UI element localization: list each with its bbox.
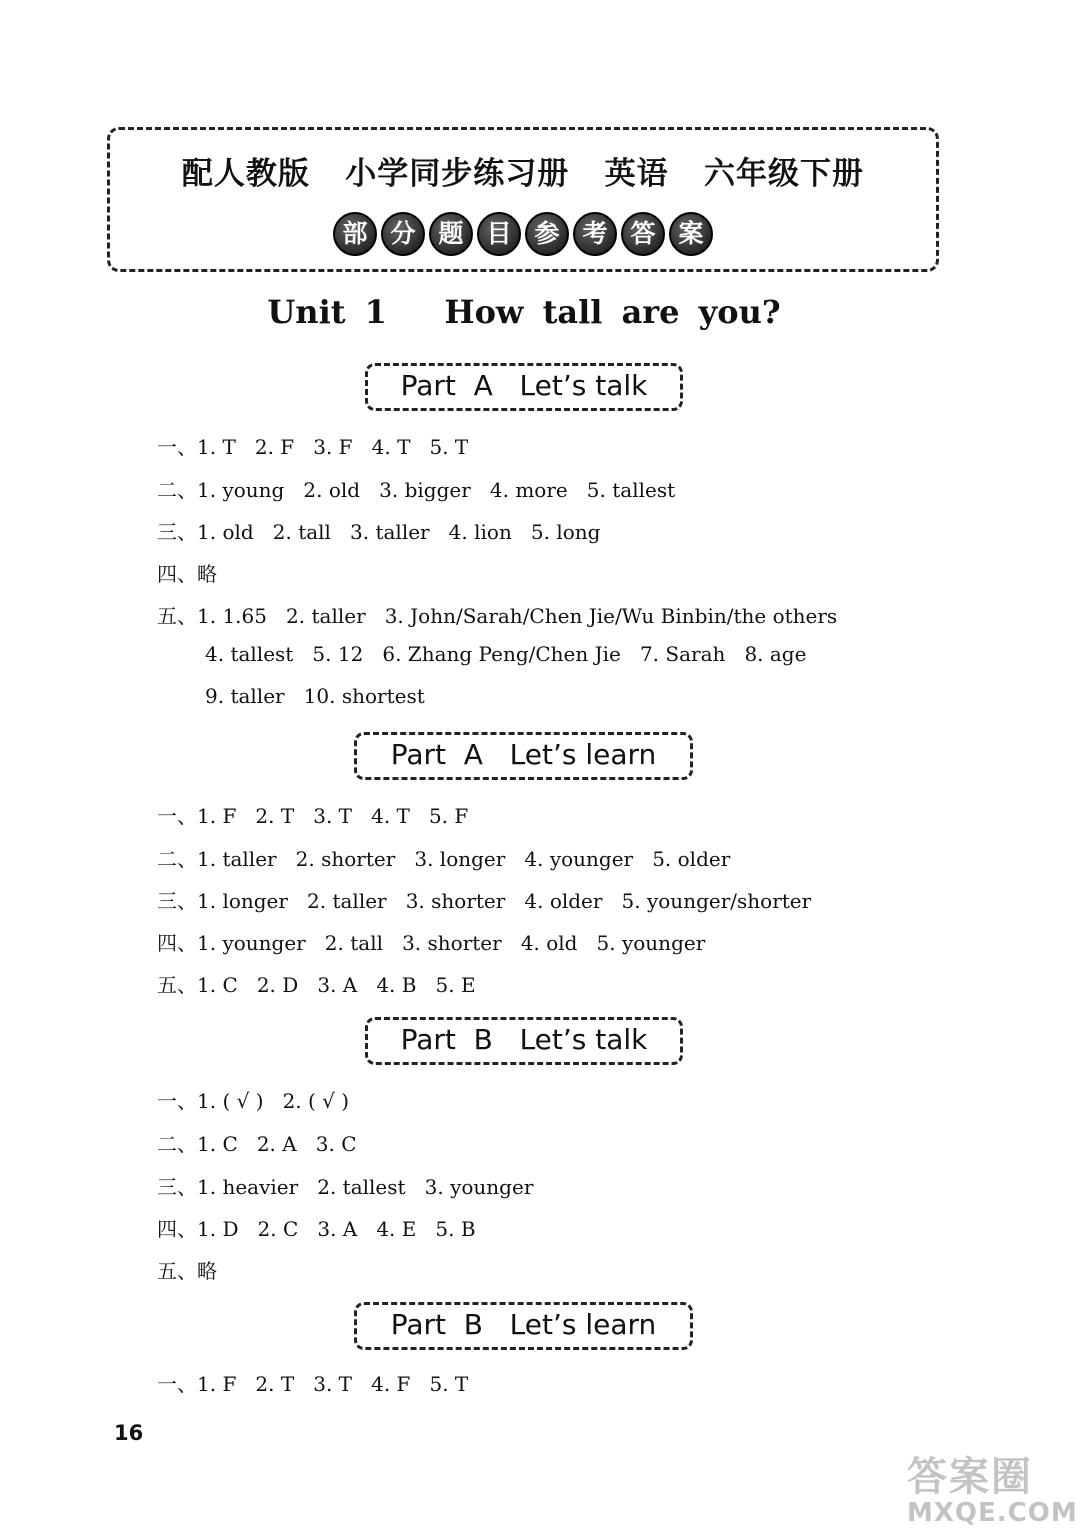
badge-char: 目	[477, 212, 521, 256]
answer-line: 9. taller 10. shortest	[205, 684, 425, 708]
answer-line: 二、1. C 2. A 3. C	[157, 1132, 357, 1156]
answer-line: 一、1. F 2. T 3. T 4. F 5. T	[157, 1372, 469, 1396]
answer-line: 一、1. F 2. T 3. T 4. T 5. F	[157, 804, 469, 828]
watermark-bottom: MXQE.COM	[907, 1498, 1078, 1528]
badge-char: 案	[669, 212, 713, 256]
section-heading-part-a-learn: Part A Let’s learn	[354, 732, 693, 780]
answer-line: 一、1. ( √ ) 2. ( √ )	[157, 1089, 350, 1113]
answer-line: 五、略	[157, 1259, 217, 1283]
book-title: 配人教版 小学同步练习册 英语 六年级下册	[181, 156, 865, 192]
answer-line: 二、1. taller 2. shorter 3. longer 4. younger 5. older	[157, 847, 731, 871]
answer-line: 四、1. D 2. C 3. A 4. E 5. B	[157, 1217, 476, 1241]
answer-line: 二、1. young 2. old 3. bigger 4. more 5. tallest	[157, 478, 676, 502]
badge-char: 分	[381, 212, 425, 256]
answer-line: 五、1. C 2. D 3. A 4. B 5. E	[157, 973, 476, 997]
answer-line: 4. tallest 5. 12 6. Zhang Peng/Chen Jie 7. Sarah 8. age	[205, 642, 807, 666]
answer-line: 三、1. heavier 2. tallest 3. younger	[157, 1175, 534, 1199]
section-heading-part-b-talk: Part B Let’s talk	[365, 1017, 683, 1065]
badge-char: 考	[573, 212, 617, 256]
answer-line: 四、略	[157, 562, 217, 586]
answer-line: 一、1. T 2. F 3. F 4. T 5. T	[157, 435, 469, 459]
badge-char: 题	[429, 212, 473, 256]
badge-char: 答	[621, 212, 665, 256]
answer-line: 五、1. 1.65 2. taller 3. John/Sarah/Chen Jie/Wu Binbin/the others	[157, 604, 838, 628]
watermark-top: 答案圈	[907, 1454, 1033, 1500]
badge-char: 参	[525, 212, 569, 256]
section-heading-part-b-learn: Part B Let’s learn	[354, 1302, 693, 1350]
page-number: 16	[114, 1421, 144, 1445]
section-heading-part-a-talk: Part A Let’s talk	[365, 363, 683, 411]
answer-line: 四、1. younger 2. tall 3. shorter 4. old 5. younger	[157, 931, 706, 955]
unit-title: Unit 1 How tall are you?	[267, 293, 781, 331]
header-box	[107, 127, 939, 272]
watermark-logo	[907, 1455, 1077, 1530]
answer-line: 三、1. old 2. tall 3. taller 4. lion 5. long	[157, 520, 601, 544]
answer-key-badges	[110, 212, 936, 256]
badge-char: 部	[333, 212, 377, 256]
answer-line: 三、1. longer 2. taller 3. shorter 4. older 5. younger/shorter	[157, 889, 812, 913]
